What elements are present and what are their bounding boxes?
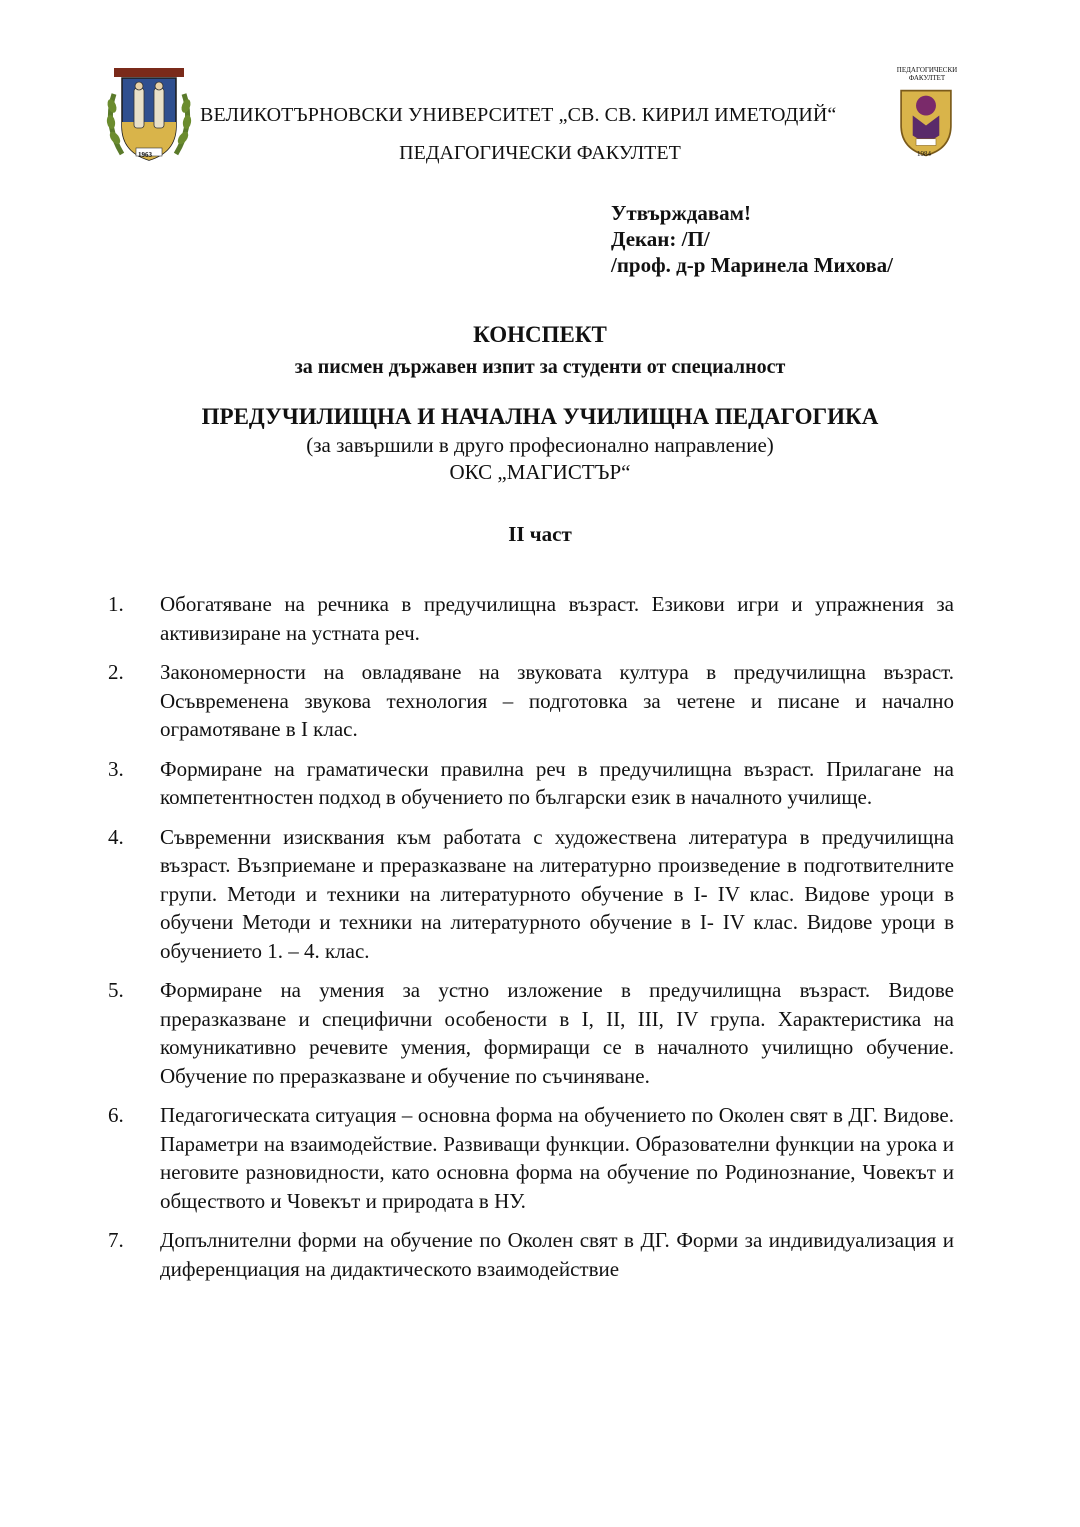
degree-label: ОКС „МАГИСТЪР“ xyxy=(449,460,631,484)
approval-line-2: Декан: /П/ xyxy=(611,227,710,251)
approval-line-3: /проф. д-р Маринела Михова/ xyxy=(611,253,894,277)
part-label: II част xyxy=(508,522,572,546)
list-item-text: Закономерности на овладяване на звуковата култура в предучилищна възраст. Осъвременена звукова технология – подготовка за четене и писане и начално ограмотяване в I клас. xyxy=(160,660,954,741)
list-item xyxy=(108,590,954,647)
list-item xyxy=(108,823,954,966)
document-heading: КОНСПЕКТ xyxy=(473,322,607,347)
list-item-number: 7. xyxy=(108,1228,124,1252)
list-item xyxy=(108,755,954,812)
list-item-number: 6. xyxy=(108,1103,124,1127)
faculty-name: ПЕДАГОГИЧЕСКИ ФАКУЛТЕТ xyxy=(399,142,681,164)
topic-list xyxy=(108,590,954,1294)
approval-block xyxy=(611,200,893,278)
list-item-text: Формиране на граматически правилна реч в предучилищна възраст. Прилагане на компетентностен подход в обучението по български език в началното училище. xyxy=(160,756,954,809)
document-subheading: за писмен държавен изпит за студенти от специалност xyxy=(294,356,786,378)
list-item-text: Обогатяване на речника в предучилищна възраст. Езикови игри и упражнения за активизиране на устната реч. xyxy=(160,592,954,645)
approval-line-1: Утвърждавам! xyxy=(611,201,751,225)
list-item xyxy=(108,1101,954,1215)
list-item-number: 4. xyxy=(108,824,124,849)
list-item-number: 5. xyxy=(108,978,124,1002)
list-item xyxy=(108,1226,954,1283)
list-item xyxy=(108,976,954,1090)
specialty-title: ПРЕДУЧИЛИЩНА И НАЧАЛНА УЧИЛИЩНА ПЕДАГОГИКА xyxy=(201,404,879,429)
list-item-number: 1. xyxy=(108,592,124,616)
left-logo-year: 1963 xyxy=(138,151,152,159)
faculty-logo-caption: ПЕДАГОГИЧЕСКИ ФАКУЛТЕТ xyxy=(896,66,958,82)
list-item-text: Допълнителни форми на обучение по Околен свят в ДГ. Форми за индивидуализация и диференциация на дидактическото взаимодействие xyxy=(160,1228,954,1281)
list-item xyxy=(108,658,954,744)
list-item-text: Формиране на умения за устно изложение в предучилищна възраст. Видове преразказване и специфични особености в I, II, III, IV група. Характеристика на комуникативно речевите умения, формиращи се в началното училищно обучение. Обучение по преразказване и обучение по съчиняване. xyxy=(160,978,954,1088)
list-item-number: 3. xyxy=(108,756,124,781)
specialty-note: (за завършили в друго професионално направление) xyxy=(306,433,774,457)
university-name: ВЕЛИКОТЪРНОВСКИ УНИВЕРСИТЕТ „СВ. СВ. КИРИЛ ИМЕТОДИЙ“ xyxy=(200,104,837,126)
list-item-text: Съвременни изисквания към работата с художествена литература в предучилищна възраст. Възприемане и преразказване на литературно произведение в подготвителните групи. Методи и техники на литературното обучение в I- IV клас. Видове уроци в обучени Методи и техники на литературното обучение в I- IV клас. Видове уроци в обучението 1. – 4. клас. xyxy=(160,824,954,963)
list-item-text: Педагогическата ситуация – основна форма на обучението по Околен свят в ДГ. Видове. Параметри на взаимодействие. Развиващи функции. Образователни функции на урока и неговите разновидности, като основна форма на обучение по Родинознание, Човекът и обществото и Човекът и природата в НУ. xyxy=(160,1103,954,1213)
right-logo-year: 1984 xyxy=(917,150,931,158)
list-item-number: 2. xyxy=(108,660,124,684)
